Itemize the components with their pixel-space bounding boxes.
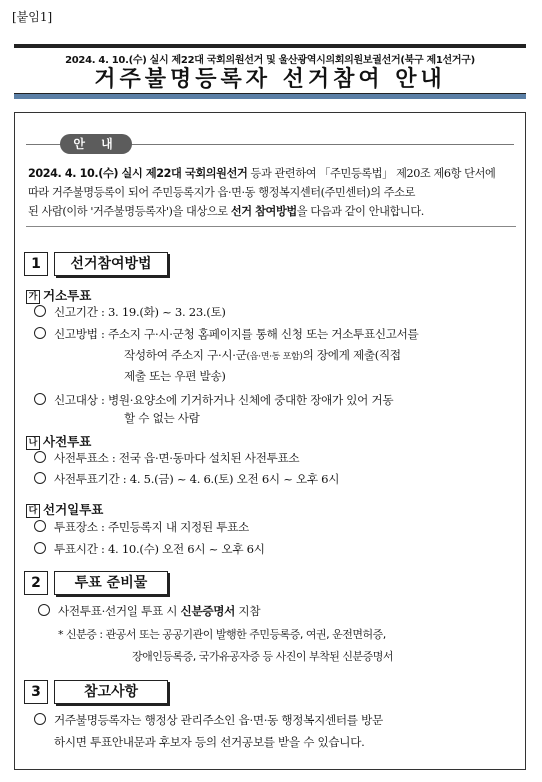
id-item-post: 지참	[235, 604, 261, 618]
bullet-icon	[34, 393, 46, 405]
bullet-icon	[34, 713, 46, 725]
bullet-icon	[34, 520, 46, 532]
intro-line3-pre: 된 사람(이하 '거주불명등록자')을 대상으로	[28, 205, 231, 218]
list-item	[38, 601, 260, 622]
subsection-a-key: 가	[26, 290, 40, 304]
intro-line1-text: 등과 관련하여 「주민등록법」 제20조 제6항 단서에	[247, 167, 496, 180]
bullet-icon	[34, 327, 46, 339]
id-note-line1: * 신분증 : 관공서 또는 공공기관이 발행한 주민등록증, 여권, 운전면허증,	[58, 628, 386, 641]
list-item	[34, 448, 299, 469]
section-2-title: 투표 준비물	[54, 571, 168, 595]
subsection-c-key: 다	[26, 504, 40, 518]
method-line2-small: (읍·면·동 포함)	[246, 352, 303, 362]
absentee-method-line2	[124, 345, 401, 368]
section-3-title: 참고사항	[54, 680, 168, 704]
document-title: 거주불명등록자 선거참여 안내	[94, 67, 446, 92]
list-item	[34, 710, 383, 731]
subsection-c-heading	[26, 500, 103, 518]
absentee-target-line1: 신고대상 : 병원·요양소에 기거하거나 신체에 중대한 장애가 있어 거동	[54, 393, 394, 407]
bullet-icon	[34, 305, 46, 317]
absentee-method-line1: 신고방법 : 주소지 구·시·군청 홈페이지를 통해 신청 또는 거소투표신고서를	[54, 327, 419, 341]
absentee-period: 신고기간 : 3. 19.(화) ~ 3. 23.(토)	[54, 305, 226, 319]
notice-label: 안 내	[60, 134, 132, 154]
absentee-method-line3: 제출 또는 우편 발송)	[124, 369, 226, 383]
bullet-icon	[34, 472, 46, 484]
intro-line2-text: 따라 거주불명등록이 되어 주민등록지가 읍·면·동 행정복지센터(주민센터)의 주소로	[28, 186, 416, 199]
section-1-title: 선거참여방법	[54, 252, 168, 276]
list-item	[34, 390, 393, 411]
election-day-place: 투표장소 : 주민등록지 내 지정된 투표소	[54, 520, 249, 534]
header-top-rule	[14, 44, 526, 48]
section-1-number: 1	[24, 252, 48, 276]
subsection-b-key: 나	[26, 436, 40, 450]
subsection-a-title: 거소투표	[43, 288, 92, 303]
intro-divider	[26, 226, 516, 227]
method-line2-pre: 작성하여 주소지 구·시·군	[124, 348, 247, 362]
header-subtitle: 2024. 4. 10.(수) 실시 제22대 국회의원선거 및 울산광역시의회의원보궐선거(북구 제1선거구)	[65, 55, 475, 66]
list-item	[34, 324, 418, 345]
bullet-icon	[34, 542, 46, 554]
header-bottom-rule	[14, 93, 526, 99]
list-item	[34, 302, 226, 323]
election-day-time: 투표시간 : 4. 10.(수) 오전 6시 ~ 오후 6시	[54, 542, 265, 556]
id-item-pre: 사전투표·선거일 투표 시	[58, 604, 181, 618]
section-3-number: 3	[24, 680, 48, 704]
notes-line2: 하시면 투표안내문과 후보자 등의 선거공보를 받을 수 있습니다.	[54, 735, 365, 749]
notes-line1: 거주불명등록자는 행정상 관리주소인 읍·면·동 행정복지센터를 방문	[54, 713, 383, 727]
intro-emphasis: 선거 참여방법	[230, 205, 297, 218]
subsection-b-title: 사전투표	[43, 434, 92, 449]
method-line2-post: 의 장에게 제출(직접	[302, 348, 401, 362]
intro-line3-post: 을 다음과 같이 안내합니다.	[296, 205, 424, 218]
list-item	[34, 469, 339, 490]
early-voting-place: 사전투표소 : 전국 읍·면·동마다 설치된 사전투표소	[54, 451, 300, 465]
subsection-c-title: 선거일투표	[43, 502, 104, 517]
bullet-icon	[34, 451, 46, 463]
bullet-icon	[38, 604, 50, 616]
section-2-number: 2	[24, 571, 48, 595]
intro-paragraph	[28, 164, 518, 221]
document-header	[14, 44, 526, 99]
absentee-target-line2: 할 수 없는 사람	[124, 411, 200, 425]
early-voting-period: 사전투표기간 : 4. 5.(금) ~ 4. 6.(토) 오전 6시 ~ 오후 6시	[54, 472, 340, 486]
id-item-bold: 신분증명서	[180, 604, 236, 618]
attachment-tag: [붙임1]	[12, 10, 53, 24]
list-item	[34, 539, 265, 560]
list-item	[34, 517, 249, 538]
id-note-line2: 장애인등록증, 국가유공자증 등 사진이 부착된 신분증명서	[132, 650, 394, 663]
intro-election-name: 2024. 4. 10.(수) 실시 제22대 국회의원선거	[28, 167, 248, 180]
